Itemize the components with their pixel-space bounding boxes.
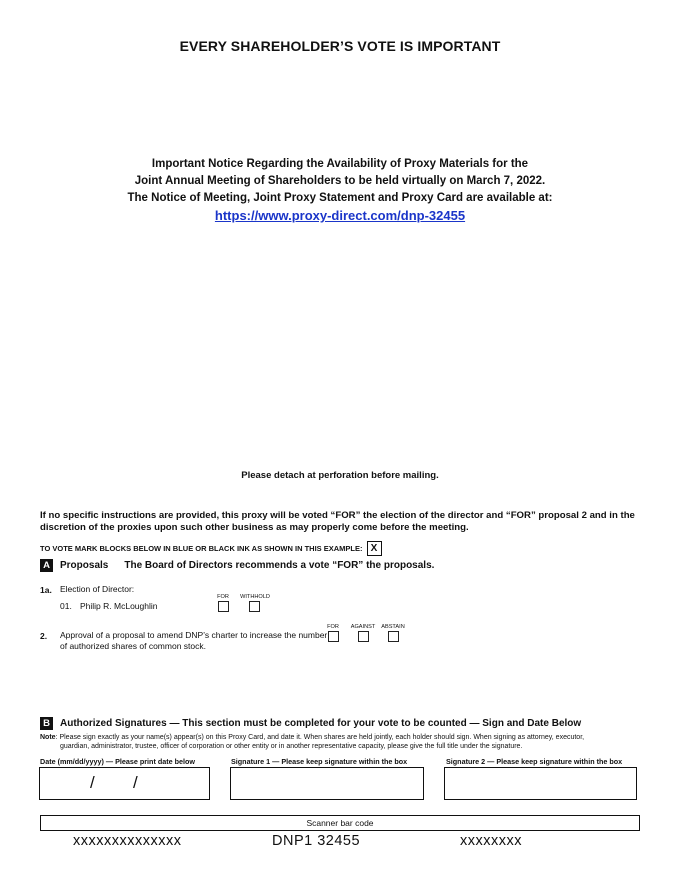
section-b-header — [40, 717, 581, 730]
section-a-label: Proposals — [60, 560, 109, 571]
date-slash-1: / — [90, 773, 95, 792]
proposal-1a-title: Election of Director: — [60, 584, 135, 594]
vote-example — [40, 541, 382, 556]
vote-example-text: TO VOTE MARK BLOCKS BELOW IN BLUE OR BLACK INK AS SHOWN IN THIS EXAMPLE: — [40, 544, 363, 553]
proxy-notice — [0, 156, 680, 224]
proposal-1a-for-label: FOR — [217, 594, 229, 600]
nominee-number: 01. — [60, 601, 72, 611]
nominee-name: Philip R. McLoughlin — [80, 601, 158, 611]
proposal-2-text — [60, 630, 330, 652]
proposal-1a-withhold-label: WITHHOLD — [240, 594, 270, 600]
signature-2-field[interactable] — [444, 767, 637, 800]
footer-center-code: DNP1 32455 — [272, 833, 361, 849]
proposal-1a-withhold-checkbox[interactable] — [249, 601, 260, 612]
proposal-2-for-label: FOR — [327, 624, 339, 630]
section-a-header — [40, 559, 434, 572]
proposal-2-text-line-2: of authorized shares of common stock. — [60, 641, 206, 651]
detach-notice: Please detach at perforation before mailing. — [241, 470, 439, 481]
proposal-1a-for-checkbox[interactable] — [218, 601, 229, 612]
footer-left-code: xxxxxxxxxxxxxx — [73, 833, 182, 849]
date-slash-2: / — [133, 773, 138, 792]
example-mark-box: X — [367, 541, 382, 556]
date-label: Date (mm/dd/yyyy) — Please print date below — [40, 757, 195, 766]
proposal-1a-number: 1a. — [40, 585, 52, 595]
note-label: Note — [40, 734, 56, 741]
section-b-letter: B — [40, 717, 53, 730]
section-b-heading: Authorized Signatures — This section must be completed for your vote to be counted — Sign and Date Below — [60, 718, 582, 729]
scanner-bar-code: Scanner bar code — [40, 815, 640, 831]
notice-line-1: Important Notice Regarding the Availability of Proxy Materials for the — [151, 158, 529, 170]
signature-1-label: Signature 1 — Please keep signature within the box — [231, 757, 408, 766]
notice-line-3: The Notice of Meeting, Joint Proxy Statement and Proxy Card are available at: — [127, 192, 553, 204]
proposal-2-against-checkbox[interactable] — [358, 631, 369, 642]
signature-note — [40, 734, 640, 751]
proposal-2-text-line-1: Approval of a proposal to amend DNP’s charter to increase the number — [60, 630, 328, 640]
proxy-materials-link[interactable]: https://www.proxy-direct.com/dnp-32455 — [214, 208, 466, 223]
proposal-2-for-checkbox[interactable] — [328, 631, 339, 642]
proposal-2-against-label: AGAINST — [350, 624, 376, 630]
note-line-2: guardian, administrator, trustee, officer of corporation or other entity or in another representative capacity, please give the full title under the signature. — [60, 742, 523, 750]
proposal-2-abstain-label: ABSTAIN — [381, 624, 405, 630]
section-a-letter: A — [40, 559, 53, 572]
signature-1-field[interactable] — [230, 767, 424, 800]
note-line-1: : Please sign exactly as your name(s) appear(s) on this Proxy Card, and date it. When shares are held jointly, each holder should sign. When signing as attorney, executor, — [55, 734, 585, 741]
footer-right-code: xxxxxxxx — [460, 833, 522, 849]
date-field[interactable] — [39, 767, 210, 800]
proposal-2-number: 2. — [40, 631, 48, 641]
voting-instructions: If no specific instructions are provided, this proxy will be voted “FOR” the election of the director and “FOR” proposal 2 and in the discretion of the proxies upon such other business as may properly come before the meeting. — [40, 510, 635, 533]
proposal-2-abstain-checkbox[interactable] — [388, 631, 399, 642]
board-recommendation: The Board of Directors recommends a vote “FOR” the proposals. — [124, 560, 435, 571]
page-title: EVERY SHAREHOLDER’S VOTE IS IMPORTANT — [179, 38, 501, 54]
signature-2-label: Signature 2 — Please keep signature within the box — [446, 757, 623, 766]
notice-line-2: Joint Annual Meeting of Shareholders to be held virtually on March 7, 2022. — [134, 175, 546, 187]
